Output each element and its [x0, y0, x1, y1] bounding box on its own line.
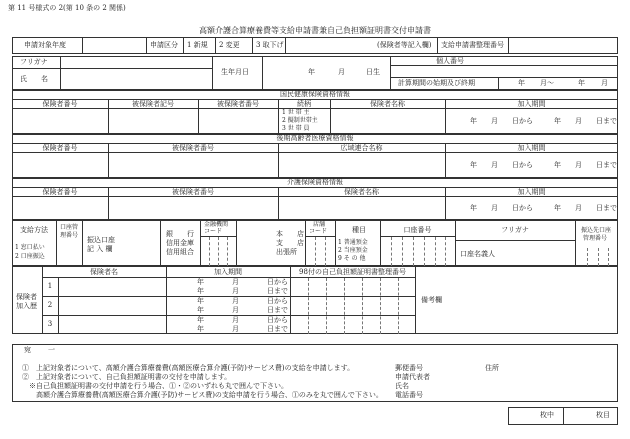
transfer-label-2: 記 入 欄	[87, 245, 113, 253]
postal-code-label: 郵便番号	[395, 364, 423, 372]
holder-label: 口座名義人	[460, 250, 495, 258]
sheet-no-field[interactable]	[565, 409, 591, 423]
mgmt-label-1: 口座管	[60, 224, 79, 231]
birth-year-unit: 年	[308, 68, 315, 76]
history-row-3-to: 年 月 日まで	[197, 325, 288, 333]
history-row-2-to: 年 月 日まで	[197, 306, 288, 314]
period-label: 計算期間の始期及び終期	[398, 79, 475, 87]
history-side-label-2: 加入歴	[16, 302, 37, 310]
care-section-title: 介護保険資格情報	[287, 178, 343, 186]
dest-mgmt-label-2: 管理番号	[583, 235, 608, 242]
nhi-relation-member[interactable]: 3 世 帯 員	[282, 125, 310, 132]
period-month-start: 月～	[540, 79, 554, 87]
type-option-new[interactable]: 1 新規	[187, 41, 208, 49]
elderly-col-insured-number: 被保険者番号	[172, 144, 214, 152]
branch-type-branch[interactable]: 支 店	[276, 239, 304, 247]
bank-type-shinkin[interactable]: 信用金庫	[166, 239, 194, 247]
furigana-field[interactable]	[62, 58, 210, 67]
inst-code-label-1: 金融機関	[204, 221, 229, 228]
to-prefix: 宛	[24, 346, 31, 354]
nhi-col-insurer-name: 保険者名称	[370, 100, 405, 108]
sheet-total-field[interactable]	[510, 409, 536, 423]
declaration-item-1[interactable]: ① 上記対象者について、高額介護合算療養費(高額医療合算介護(予防)サービス費)の支給を申請します。	[22, 364, 355, 372]
to-suffix: 一	[48, 346, 55, 354]
type-option-withdraw[interactable]: 3 取下げ	[256, 41, 284, 49]
history-col-period: 加入期間	[214, 268, 242, 276]
history-col-cert-number: 98付の自己負担額証明書整理番号	[299, 268, 406, 276]
elderly-period-text: 年 月 日から 年 月 日まで	[470, 161, 617, 169]
declaration-item-2[interactable]: ② 上記対象者について、自己負担額証明書の交付を申請します。	[22, 373, 232, 381]
history-row-1-to: 年 月 日まで	[197, 287, 288, 295]
sheet-no-label: 枚目	[596, 411, 610, 419]
furigana-label: フリガナ	[20, 58, 48, 66]
history-side-label-1: 保険者	[16, 293, 37, 301]
mgmt-number-label: 支給申請書整理番号	[441, 41, 504, 49]
care-col-insurer-number: 保険者番号	[42, 188, 78, 196]
method-counter[interactable]: 1 窓口払い	[15, 244, 45, 251]
branch-type-office[interactable]: 出張所	[276, 248, 297, 256]
birth-month-unit: 月	[338, 68, 345, 76]
fiscal-year-field[interactable]	[84, 39, 144, 52]
birth-day-unit: 日生	[366, 68, 380, 76]
sheet-total-label: 枚中	[540, 411, 554, 419]
elderly-col-union-name: 広域連合名称	[340, 144, 383, 152]
period-year-start: 年	[518, 79, 525, 87]
history-row-1-from: 年 月 日から	[197, 278, 288, 286]
care-period-text: 年 月 日から 年 月 日まで	[470, 204, 617, 212]
type-option-change[interactable]: 2 変更	[219, 41, 240, 49]
method-label: 支給方法	[20, 226, 48, 234]
mgmt-label-2: 理番号	[60, 232, 79, 239]
form-number: 第 11 号様式の 2(第 10 条の 2 関係)	[8, 4, 126, 12]
branch-code-label-2: コード	[309, 228, 328, 235]
declaration-note-1: ※自己負担額証明書の交付申請を行う場合、①・②のいずれも丸で囲んで下さい。	[22, 382, 288, 390]
account-number-label: 口座番号	[403, 226, 432, 234]
name-label: 氏 名	[20, 75, 48, 83]
nhi-col-insured-symbol: 被保険者記号	[132, 100, 174, 108]
form-title: 高額介護合算療養費等支給申請書兼自己負担額証明書交付申請書	[199, 26, 431, 35]
nhi-relation-head[interactable]: 1 世 帯 主	[282, 109, 310, 116]
account-type-label: 種目	[352, 226, 366, 234]
bank-type-bank[interactable]: 銀 行	[166, 230, 194, 238]
type-label: 申請区分	[150, 41, 178, 49]
period-month-end: 月	[601, 79, 608, 87]
history-row-3-num: 3	[47, 320, 53, 328]
phone-label: 電話番号	[395, 391, 423, 399]
history-row-2-num: 2	[47, 301, 53, 309]
account-type-current[interactable]: 2 当座預金	[338, 247, 368, 254]
history-row-3-from: 年 月 日から	[197, 316, 288, 324]
branch-type-main[interactable]: 本 店	[276, 230, 304, 238]
elderly-col-insurer-number: 保険者番号	[42, 144, 78, 152]
nhi-relation-deemed[interactable]: 2 擬制世帯主	[282, 117, 318, 124]
nhi-section-title: 国民健康保険資格情報	[280, 90, 350, 98]
elderly-col-period: 加入期間	[517, 144, 546, 152]
period-year-end: 年	[578, 79, 585, 87]
elderly-section-title: 後期高齢者医療資格情報	[276, 134, 354, 142]
representative-label: 申請代表者	[395, 373, 430, 381]
care-col-insurer-name: 保険者名称	[344, 188, 379, 196]
account-type-ordinary[interactable]: 1 普通預金	[338, 239, 368, 246]
personal-number-label: 個人番号	[436, 57, 464, 65]
holder-furigana-label: フリガナ	[501, 226, 529, 234]
care-col-insured-number: 被保険者番号	[172, 188, 214, 196]
nhi-col-relation: 続柄	[297, 100, 311, 108]
address-label: 住所	[485, 364, 499, 372]
nhi-col-insurer-number: 保険者番号	[42, 100, 78, 108]
nhi-col-insured-number: 被保険者番号	[217, 100, 259, 108]
applicant-name-label: 氏名	[395, 382, 409, 390]
declaration-note-2: 高額介護合算療養費(高額医療合算介護(予防)サービス費)の支給申請を行う場合、①のみを丸で囲んで下さい。	[22, 391, 383, 399]
nhi-period-text: 年 月 日から 年 月 日まで	[470, 117, 617, 125]
dest-mgmt-label-1: 振込先口座	[581, 227, 612, 234]
personal-number-field[interactable]	[392, 67, 616, 76]
method-transfer[interactable]: 2 口座振込	[15, 253, 45, 260]
nhi-col-period: 加入期間	[517, 100, 546, 108]
insurer-note: (保険者等記入欄)	[377, 41, 432, 49]
account-type-other[interactable]: 9 そ の 他	[338, 255, 366, 262]
bank-type-kumiai[interactable]: 信用組合	[166, 248, 194, 256]
birth-label: 生年月日	[221, 68, 249, 76]
fiscal-year-label: 申請対象年度	[24, 41, 66, 49]
history-row-2-from: 年 月 日から	[197, 297, 288, 305]
history-row-1-num: 1	[47, 282, 53, 290]
history-col-insurer-name: 保険者名	[90, 268, 118, 276]
transfer-label-1: 振込口座	[87, 236, 115, 244]
inst-code-label-2: コード	[204, 228, 223, 235]
care-col-period: 加入期間	[517, 188, 546, 196]
mgmt-number-field[interactable]	[510, 39, 616, 52]
remarks-label: 備考欄	[421, 296, 442, 304]
name-field[interactable]	[62, 70, 210, 88]
branch-code-label-1: 店舗	[313, 221, 326, 228]
remarks-field[interactable]	[450, 268, 616, 332]
